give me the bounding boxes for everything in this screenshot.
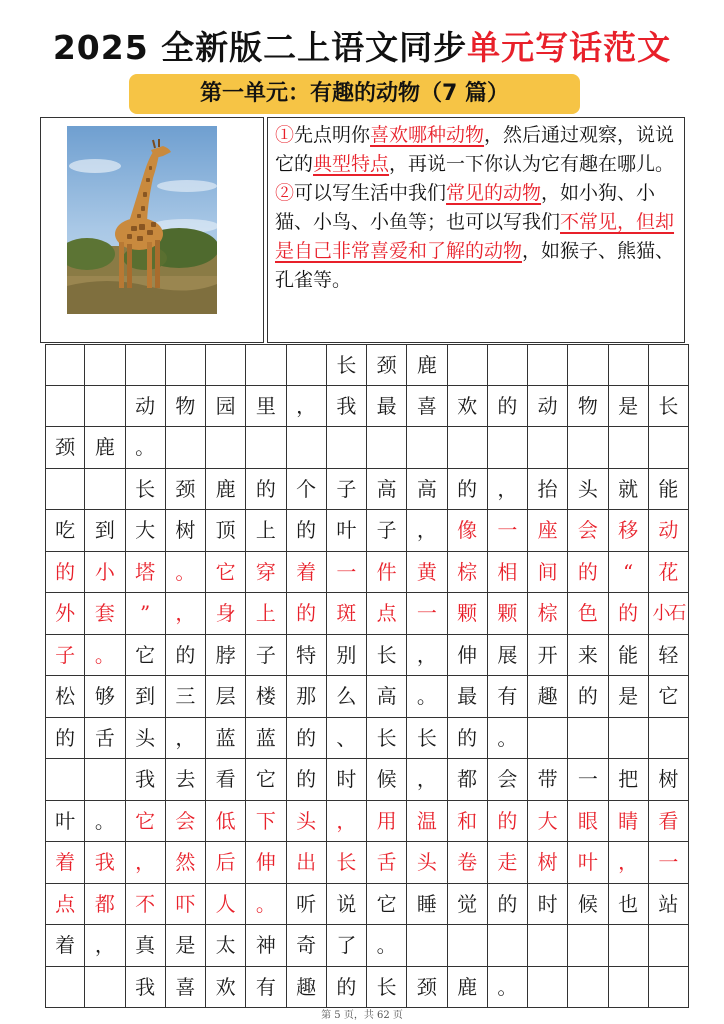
essay-cell: 伸	[448, 635, 488, 677]
essay-cell: 颈	[407, 967, 447, 1009]
essay-cell: 间	[528, 552, 568, 594]
page-footer: 第 5 页，共 62 页	[321, 1010, 403, 1021]
essay-cell: 最	[367, 386, 407, 428]
essay-cell	[568, 344, 608, 386]
essay-cell: 鹿	[85, 427, 125, 469]
essay-cell: 叶	[45, 801, 85, 843]
essay-cell	[649, 718, 689, 760]
essay-cell: 套	[85, 593, 125, 635]
essay-cell: 座	[528, 510, 568, 552]
essay-cell	[609, 925, 649, 967]
essay-cell: 别	[327, 635, 367, 677]
essay-cell: 带	[528, 759, 568, 801]
essay-cell: 子	[246, 635, 286, 677]
essay-cell	[85, 469, 125, 511]
essay-cell: 鹿	[206, 469, 246, 511]
essay-cell	[45, 469, 85, 511]
essay-cell: 候	[568, 884, 608, 926]
essay-row	[45, 386, 689, 428]
essay-cell: 看	[649, 801, 689, 843]
tip-one	[275, 121, 678, 179]
essay-cell: 小石	[649, 593, 689, 635]
essay-cell: 一	[327, 552, 367, 594]
essay-cell: 头	[126, 718, 166, 760]
essay-cell: 的	[45, 552, 85, 594]
essay-cell: 趣	[528, 676, 568, 718]
essay-cell: 身	[206, 593, 246, 635]
essay-cell: 和	[448, 801, 488, 843]
essay-cell: 都	[448, 759, 488, 801]
essay-cell: 最	[448, 676, 488, 718]
essay-cell: 颗	[488, 593, 528, 635]
essay-cell: 也	[609, 884, 649, 926]
essay-cell: 的	[327, 967, 367, 1009]
photo-frame	[40, 117, 264, 343]
essay-cell	[488, 427, 528, 469]
essay-cell: 棕	[528, 593, 568, 635]
essay-cell: 鹿	[448, 967, 488, 1009]
essay-cell: 我	[327, 386, 367, 428]
essay-cell: 花	[649, 552, 689, 594]
essay-cell	[246, 344, 286, 386]
essay-cell: 点	[45, 884, 85, 926]
essay-cell: 子	[327, 469, 367, 511]
essay-cell	[45, 344, 85, 386]
essay-row	[45, 635, 689, 677]
essay-cell: 的	[246, 469, 286, 511]
essay-cell: 睛	[609, 801, 649, 843]
essay-cell: ，	[166, 718, 206, 760]
essay-cell: 。	[85, 801, 125, 843]
essay-row	[45, 593, 689, 635]
essay-cell: 欢	[206, 967, 246, 1009]
essay-row	[45, 842, 689, 884]
essay-cell: 。	[367, 925, 407, 967]
essay-cell: 候	[367, 759, 407, 801]
essay-cell: 。	[407, 676, 447, 718]
essay-cell: 里	[246, 386, 286, 428]
essay-cell: 长	[407, 718, 447, 760]
essay-cell: 上	[246, 593, 286, 635]
essay-cell: 走	[488, 842, 528, 884]
essay-cell: 色	[568, 593, 608, 635]
essay-cell: 开	[528, 635, 568, 677]
essay-cell: 下	[246, 801, 286, 843]
essay-cell: 的	[448, 469, 488, 511]
essay-cell: 轻	[649, 635, 689, 677]
essay-cell: 去	[166, 759, 206, 801]
essay-cell: 外	[45, 593, 85, 635]
essay-cell: 到	[126, 676, 166, 718]
essay-cell: 动	[126, 386, 166, 428]
essay-cell: 的	[488, 386, 528, 428]
essay-cell: 舌	[367, 842, 407, 884]
essay-cell: 树	[528, 842, 568, 884]
essay-cell	[448, 925, 488, 967]
essay-cell: 。	[246, 884, 286, 926]
essay-cell: 塔	[126, 552, 166, 594]
essay-cell	[568, 718, 608, 760]
essay-cell: 来	[568, 635, 608, 677]
essay-cell: 吓	[166, 884, 206, 926]
essay-cell: 的	[609, 593, 649, 635]
essay-row	[45, 801, 689, 843]
essay-cell	[488, 344, 528, 386]
essay-cell: 我	[126, 759, 166, 801]
essay-cell: 树	[166, 510, 206, 552]
essay-cell: 我	[126, 967, 166, 1009]
tip-text: ，如小狗、小猫、小鸟、小鱼等；也可以写我们	[275, 182, 656, 233]
essay-cell	[568, 925, 608, 967]
essay-row	[45, 510, 689, 552]
essay-cell: 物	[166, 386, 206, 428]
essay-cell: 子	[45, 635, 85, 677]
tip-highlight: 常见的动物	[446, 182, 542, 204]
tip-highlight: 喜欢哪种动物	[370, 124, 485, 146]
essay-cell: 长	[367, 635, 407, 677]
essay-cell	[45, 759, 85, 801]
essay-cell: 的	[488, 884, 528, 926]
essay-cell	[649, 427, 689, 469]
essay-cell	[649, 925, 689, 967]
essay-cell: 是	[609, 676, 649, 718]
essay-cell	[85, 344, 125, 386]
essay-cell: 都	[85, 884, 125, 926]
essay-cell: 会	[166, 801, 206, 843]
essay-cell	[609, 344, 649, 386]
essay-cell: 的	[448, 718, 488, 760]
essay-cell: 时	[528, 884, 568, 926]
essay-cell: 头	[568, 469, 608, 511]
essay-cell: 的	[568, 676, 608, 718]
essay-cell: 的	[568, 552, 608, 594]
tip-highlight: 典型特点	[313, 153, 390, 175]
essay-cell: 趣	[287, 967, 327, 1009]
essay-cell: 一	[488, 510, 528, 552]
essay-cell: 的	[287, 759, 327, 801]
essay-cell: 它	[246, 759, 286, 801]
essay-row	[45, 552, 689, 594]
essay-grid	[45, 344, 689, 1008]
essay-cell	[609, 967, 649, 1009]
essay-cell: 树	[649, 759, 689, 801]
essay-cell: 会	[568, 510, 608, 552]
essay-cell: ，	[407, 635, 447, 677]
essay-cell	[287, 344, 327, 386]
essay-cell: 它	[126, 635, 166, 677]
essay-cell	[367, 427, 407, 469]
essay-cell: 长	[649, 386, 689, 428]
essay-cell: 长	[367, 967, 407, 1009]
essay-row	[45, 676, 689, 718]
essay-cell	[45, 967, 85, 1009]
essay-cell: 长	[327, 344, 367, 386]
essay-cell: 真	[126, 925, 166, 967]
tip-text: 可以写生活中我们	[294, 182, 447, 204]
essay-cell: 。	[85, 635, 125, 677]
essay-cell: 睡	[407, 884, 447, 926]
essay-cell: 顶	[206, 510, 246, 552]
essay-cell: 的	[287, 510, 327, 552]
essay-cell: 舌	[85, 718, 125, 760]
essay-cell: 上	[246, 510, 286, 552]
essay-cell: 喜	[407, 386, 447, 428]
essay-cell: 站	[649, 884, 689, 926]
essay-cell: 颈	[45, 427, 85, 469]
essay-cell: 神	[246, 925, 286, 967]
essay-cell	[448, 427, 488, 469]
essay-cell: 太	[206, 925, 246, 967]
essay-cell: 有	[488, 676, 528, 718]
tip-text: 先点明你	[294, 124, 371, 146]
essay-cell: 温	[407, 801, 447, 843]
tip-two	[275, 179, 678, 295]
essay-cell	[649, 344, 689, 386]
essay-cell: 。	[166, 552, 206, 594]
essay-cell	[407, 925, 447, 967]
essay-cell: “	[609, 552, 649, 594]
essay-cell: ，	[126, 842, 166, 884]
essay-cell: 够	[85, 676, 125, 718]
essay-cell	[85, 759, 125, 801]
essay-cell: 大	[528, 801, 568, 843]
essay-cell	[568, 967, 608, 1009]
essay-cell	[528, 718, 568, 760]
essay-cell	[246, 427, 286, 469]
essay-cell: ，	[407, 510, 447, 552]
essay-cell: 黄	[407, 552, 447, 594]
essay-cell: ，	[85, 925, 125, 967]
essay-cell: 头	[287, 801, 327, 843]
essay-cell: 吃	[45, 510, 85, 552]
essay-cell: 小	[85, 552, 125, 594]
essay-cell: 是	[609, 386, 649, 428]
essay-cell	[528, 427, 568, 469]
essay-cell: 说	[327, 884, 367, 926]
essay-cell: 会	[488, 759, 528, 801]
essay-row	[45, 884, 689, 926]
essay-row	[45, 427, 689, 469]
tip-highlight: 不常见，但却是自己非常喜爱和了解的动物	[275, 211, 675, 262]
unit-banner: 第一单元：有趣的动物（7 篇）	[129, 74, 580, 114]
essay-cell	[85, 386, 125, 428]
essay-cell: 有	[246, 967, 286, 1009]
essay-cell: 件	[367, 552, 407, 594]
essay-cell: 高	[367, 676, 407, 718]
essay-cell	[166, 344, 206, 386]
essay-cell: 欢	[448, 386, 488, 428]
essay-cell: 出	[287, 842, 327, 884]
essay-row	[45, 469, 689, 511]
essay-cell: 叶	[327, 510, 367, 552]
essay-cell: 层	[206, 676, 246, 718]
essay-cell: 看	[206, 759, 246, 801]
essay-cell	[609, 427, 649, 469]
essay-cell: 斑	[327, 593, 367, 635]
essay-row	[45, 344, 689, 386]
essay-cell: 我	[85, 842, 125, 884]
essay-cell: 相	[488, 552, 528, 594]
essay-cell: 一	[568, 759, 608, 801]
essay-cell: 能	[609, 635, 649, 677]
essay-cell: 三	[166, 676, 206, 718]
essay-cell	[568, 427, 608, 469]
essay-cell: 高	[367, 469, 407, 511]
essay-cell: 那	[287, 676, 327, 718]
essay-cell: 着	[45, 925, 85, 967]
essay-cell	[528, 967, 568, 1009]
essay-cell	[85, 967, 125, 1009]
essay-cell	[126, 344, 166, 386]
giraffe-photo	[67, 126, 217, 314]
essay-cell: 棕	[448, 552, 488, 594]
essay-cell: 抬	[528, 469, 568, 511]
essay-cell: ，	[166, 593, 206, 635]
essay-cell: 它	[649, 676, 689, 718]
title-main: 2025 全新版二上语文同步	[52, 28, 468, 67]
essay-cell: 叶	[568, 842, 608, 884]
essay-cell: 长	[327, 842, 367, 884]
essay-cell	[287, 427, 327, 469]
essay-row	[45, 718, 689, 760]
essay-cell: 然	[166, 842, 206, 884]
essay-cell: 听	[287, 884, 327, 926]
essay-cell: 头	[407, 842, 447, 884]
essay-cell: 动	[528, 386, 568, 428]
essay-cell: ，	[327, 801, 367, 843]
essay-cell	[528, 344, 568, 386]
essay-cell: 的	[45, 718, 85, 760]
essay-cell: 觉	[448, 884, 488, 926]
essay-cell: 颗	[448, 593, 488, 635]
essay-cell: 能	[649, 469, 689, 511]
essay-cell: 蓝	[246, 718, 286, 760]
essay-cell	[327, 427, 367, 469]
essay-cell: 了	[327, 925, 367, 967]
essay-cell: 用	[367, 801, 407, 843]
essay-cell: 脖	[206, 635, 246, 677]
essay-cell: 。	[488, 718, 528, 760]
essay-cell: 一	[649, 842, 689, 884]
essay-cell: 颈	[166, 469, 206, 511]
essay-cell	[45, 386, 85, 428]
essay-cell	[206, 427, 246, 469]
essay-cell: 楼	[246, 676, 286, 718]
essay-cell: ，	[407, 759, 447, 801]
essay-cell: 不	[126, 884, 166, 926]
essay-row	[45, 759, 689, 801]
essay-cell: 点	[367, 593, 407, 635]
tip-number: ①	[275, 124, 295, 146]
essay-cell: ，	[609, 842, 649, 884]
essay-cell: 么	[327, 676, 367, 718]
essay-cell: 奇	[287, 925, 327, 967]
essay-cell: 就	[609, 469, 649, 511]
essay-cell: ，	[287, 386, 327, 428]
essay-cell: ”	[126, 593, 166, 635]
essay-cell: 的	[287, 593, 327, 635]
essay-cell: 动	[649, 510, 689, 552]
tip-text: ，再说一下你认为它有趣在哪儿。	[389, 153, 675, 175]
essay-cell: 它	[367, 884, 407, 926]
essay-cell: 展	[488, 635, 528, 677]
essay-cell: 的	[166, 635, 206, 677]
tip-text: ，如猴子、熊猫、孔雀等。	[275, 240, 675, 291]
essay-cell: 人	[206, 884, 246, 926]
essay-cell: 高	[407, 469, 447, 511]
essay-cell: 它	[126, 801, 166, 843]
essay-cell: 喜	[166, 967, 206, 1009]
essay-cell	[448, 344, 488, 386]
essay-cell: 。	[488, 967, 528, 1009]
essay-cell: 穿	[246, 552, 286, 594]
essay-cell: 时	[327, 759, 367, 801]
essay-cell: 眼	[568, 801, 608, 843]
essay-cell	[609, 718, 649, 760]
writing-tips	[267, 117, 685, 343]
essay-cell: 的	[488, 801, 528, 843]
essay-cell: 特	[287, 635, 327, 677]
essay-cell	[407, 427, 447, 469]
essay-cell: 它	[206, 552, 246, 594]
essay-cell: 伸	[246, 842, 286, 884]
essay-cell	[488, 925, 528, 967]
essay-cell: 后	[206, 842, 246, 884]
essay-cell: 像	[448, 510, 488, 552]
essay-cell: 鹿	[407, 344, 447, 386]
essay-cell: 园	[206, 386, 246, 428]
essay-cell: 大	[126, 510, 166, 552]
essay-cell	[166, 427, 206, 469]
essay-cell: 低	[206, 801, 246, 843]
tip-number: ②	[275, 182, 295, 204]
essay-cell: 松	[45, 676, 85, 718]
essay-cell: 着	[45, 842, 85, 884]
essay-cell: 长	[126, 469, 166, 511]
essay-cell: 蓝	[206, 718, 246, 760]
essay-cell: 长	[367, 718, 407, 760]
essay-cell: 的	[287, 718, 327, 760]
essay-cell: 。	[126, 427, 166, 469]
essay-cell: 颈	[367, 344, 407, 386]
essay-cell: 子	[367, 510, 407, 552]
essay-cell: 个	[287, 469, 327, 511]
essay-cell: 卷	[448, 842, 488, 884]
essay-cell: 把	[609, 759, 649, 801]
tip-text: ，然后通过观察，说说它的	[275, 124, 675, 175]
essay-cell: 着	[287, 552, 327, 594]
essay-cell	[206, 344, 246, 386]
essay-cell: 一	[407, 593, 447, 635]
page-title	[0, 26, 724, 70]
essay-cell: 到	[85, 510, 125, 552]
essay-cell: 、	[327, 718, 367, 760]
title-highlight: 单元写话范文	[467, 28, 672, 67]
essay-cell: 物	[568, 386, 608, 428]
essay-row	[45, 925, 689, 967]
essay-cell: 移	[609, 510, 649, 552]
essay-cell: ，	[488, 469, 528, 511]
essay-cell	[649, 967, 689, 1009]
essay-row	[45, 967, 689, 1009]
essay-cell: 是	[166, 925, 206, 967]
essay-cell	[528, 925, 568, 967]
